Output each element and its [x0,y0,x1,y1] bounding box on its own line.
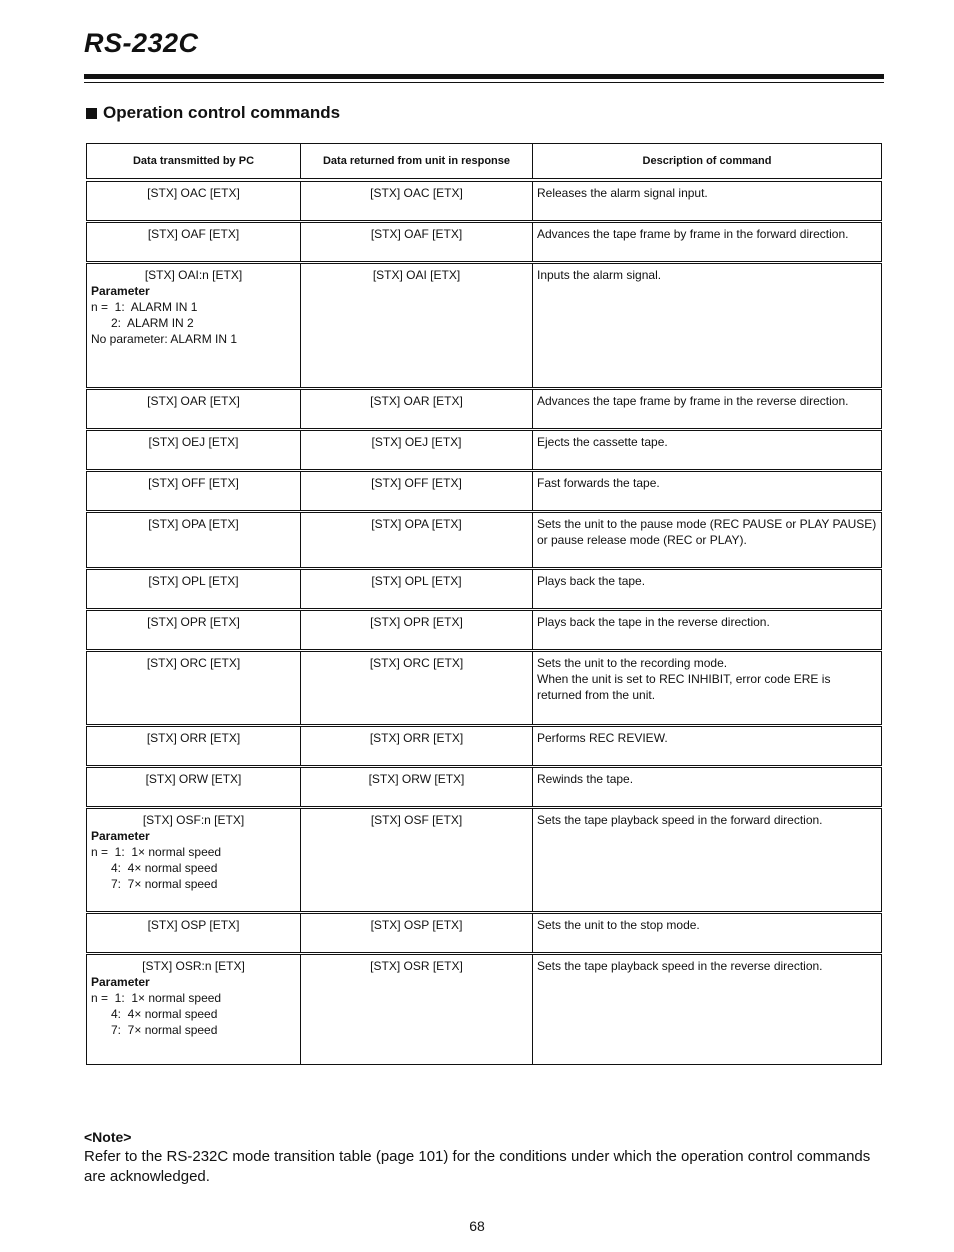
sent-cell: [STX] ORC [ETX] [87,651,301,726]
description-cell: Plays back the tape. [533,569,882,610]
table-row [87,610,882,651]
parameter-line: n = 1: 1× normal speed [91,991,222,1005]
sent-cell [87,263,301,389]
returned-cell: [STX] ORC [ETX] [301,651,533,726]
sent-cell: [STX] OPR [ETX] [87,610,301,651]
table-row [87,222,882,263]
sent-cell: [STX] OPA [ETX] [87,512,301,569]
returned-cell: [STX] OPA [ETX] [301,512,533,569]
column-header-description: Description of command [533,144,882,181]
sent-command: [STX] OSF:n [ETX] [142,813,245,827]
description-line: Sets the unit to the recording mode. [537,656,728,670]
description-cell: Sets the unit to the pause mode (REC PAUSE or PLAY PAUSE) or pause release mode (REC or PLAY). [533,512,882,569]
returned-cell: [STX] OAF [ETX] [301,222,533,263]
page-number: 68 [469,1218,485,1234]
parameter-line: 4: 4× normal speed [91,1007,218,1021]
table-row [87,263,882,389]
note-label: <Note> [84,1129,132,1145]
table-row [87,913,882,954]
returned-cell: [STX] OFF [ETX] [301,471,533,512]
header-rule-thin [84,82,884,83]
description-cell [533,651,882,726]
parameter-label: Parameter [91,975,150,989]
sent-cell: [STX] OAC [ETX] [87,180,301,222]
description-cell: Releases the alarm signal input. [533,180,882,222]
description-cell: Fast forwards the tape. [533,471,882,512]
sent-cell: [STX] OFF [ETX] [87,471,301,512]
page-header-title: RS-232C [84,28,199,58]
table-row [87,389,882,430]
parameter-line: 4: 4× normal speed [91,861,218,875]
table-row [87,569,882,610]
description-cell: Ejects the cassette tape. [533,430,882,471]
note-text: Refer to the RS-232C mode transition table (page 101) for the conditions under which the operation control commands are acknowledged. [84,1148,871,1185]
returned-cell: [STX] OAI [ETX] [301,263,533,389]
returned-cell: [STX] OPR [ETX] [301,610,533,651]
returned-cell: [STX] ORW [ETX] [301,767,533,808]
header-rule-thick [84,74,884,79]
column-header-sent: Data transmitted by PC [87,144,301,181]
returned-cell: [STX] ORR [ETX] [301,726,533,767]
table-row [87,767,882,808]
description-cell: Advances the tape frame by frame in the reverse direction. [533,389,882,430]
sent-cell: [STX] ORW [ETX] [87,767,301,808]
description-cell: Sets the tape playback speed in the forward direction. [533,808,882,913]
returned-cell: [STX] OAC [ETX] [301,180,533,222]
description-cell: Inputs the alarm signal. [533,263,882,389]
table-row [87,430,882,471]
parameter-line: 7: 7× normal speed [91,877,218,891]
sent-cell: [STX] OPL [ETX] [87,569,301,610]
description-line: When the unit is set to REC INHIBIT, error code ERE is returned from the unit. [537,672,831,702]
returned-cell: [STX] OAR [ETX] [301,389,533,430]
returned-cell: [STX] OSR [ETX] [301,954,533,1065]
square-bullet-icon [86,108,97,119]
column-header-returned: Data returned from unit in response [301,144,533,181]
table-row [87,726,882,767]
description-cell: Performs REC REVIEW. [533,726,882,767]
parameter-line: 7: 7× normal speed [91,1023,218,1037]
table-row [87,471,882,512]
description-cell: Sets the unit to the stop mode. [533,913,882,954]
sent-cell: [STX] OEJ [ETX] [87,430,301,471]
table-header-row [87,144,882,181]
parameter-line: n = 1: ALARM IN 1 [91,300,198,314]
sent-cell: [STX] OAF [ETX] [87,222,301,263]
returned-cell: [STX] OSF [ETX] [301,808,533,913]
parameter-line: 2: ALARM IN 2 [91,316,194,330]
section-heading-text: Operation control commands [103,103,341,122]
sent-cell: [STX] ORR [ETX] [87,726,301,767]
operation-commands-table [86,143,882,1065]
table-row [87,808,882,913]
returned-cell: [STX] OEJ [ETX] [301,430,533,471]
sent-command: [STX] OAI:n [ETX] [144,268,243,282]
sent-cell [87,954,301,1065]
description-cell: Plays back the tape in the reverse direction. [533,610,882,651]
parameter-line: No parameter: ALARM IN 1 [91,332,238,346]
table-row [87,180,882,222]
section-heading [86,103,340,123]
parameter-label: Parameter [91,284,150,298]
sent-cell: [STX] OSP [ETX] [87,913,301,954]
sent-cell: [STX] OAR [ETX] [87,389,301,430]
table-row [87,512,882,569]
table-row [87,651,882,726]
description-cell: Advances the tape frame by frame in the forward direction. [533,222,882,263]
parameter-label: Parameter [91,829,150,843]
returned-cell: [STX] OSP [ETX] [301,913,533,954]
returned-cell: [STX] OPL [ETX] [301,569,533,610]
sent-command: [STX] OSR:n [ETX] [142,959,245,973]
sent-cell [87,808,301,913]
table-row [87,954,882,1065]
description-cell: Sets the tape playback speed in the reverse direction. [533,954,882,1065]
description-cell: Rewinds the tape. [533,767,882,808]
parameter-line: n = 1: 1× normal speed [91,845,222,859]
